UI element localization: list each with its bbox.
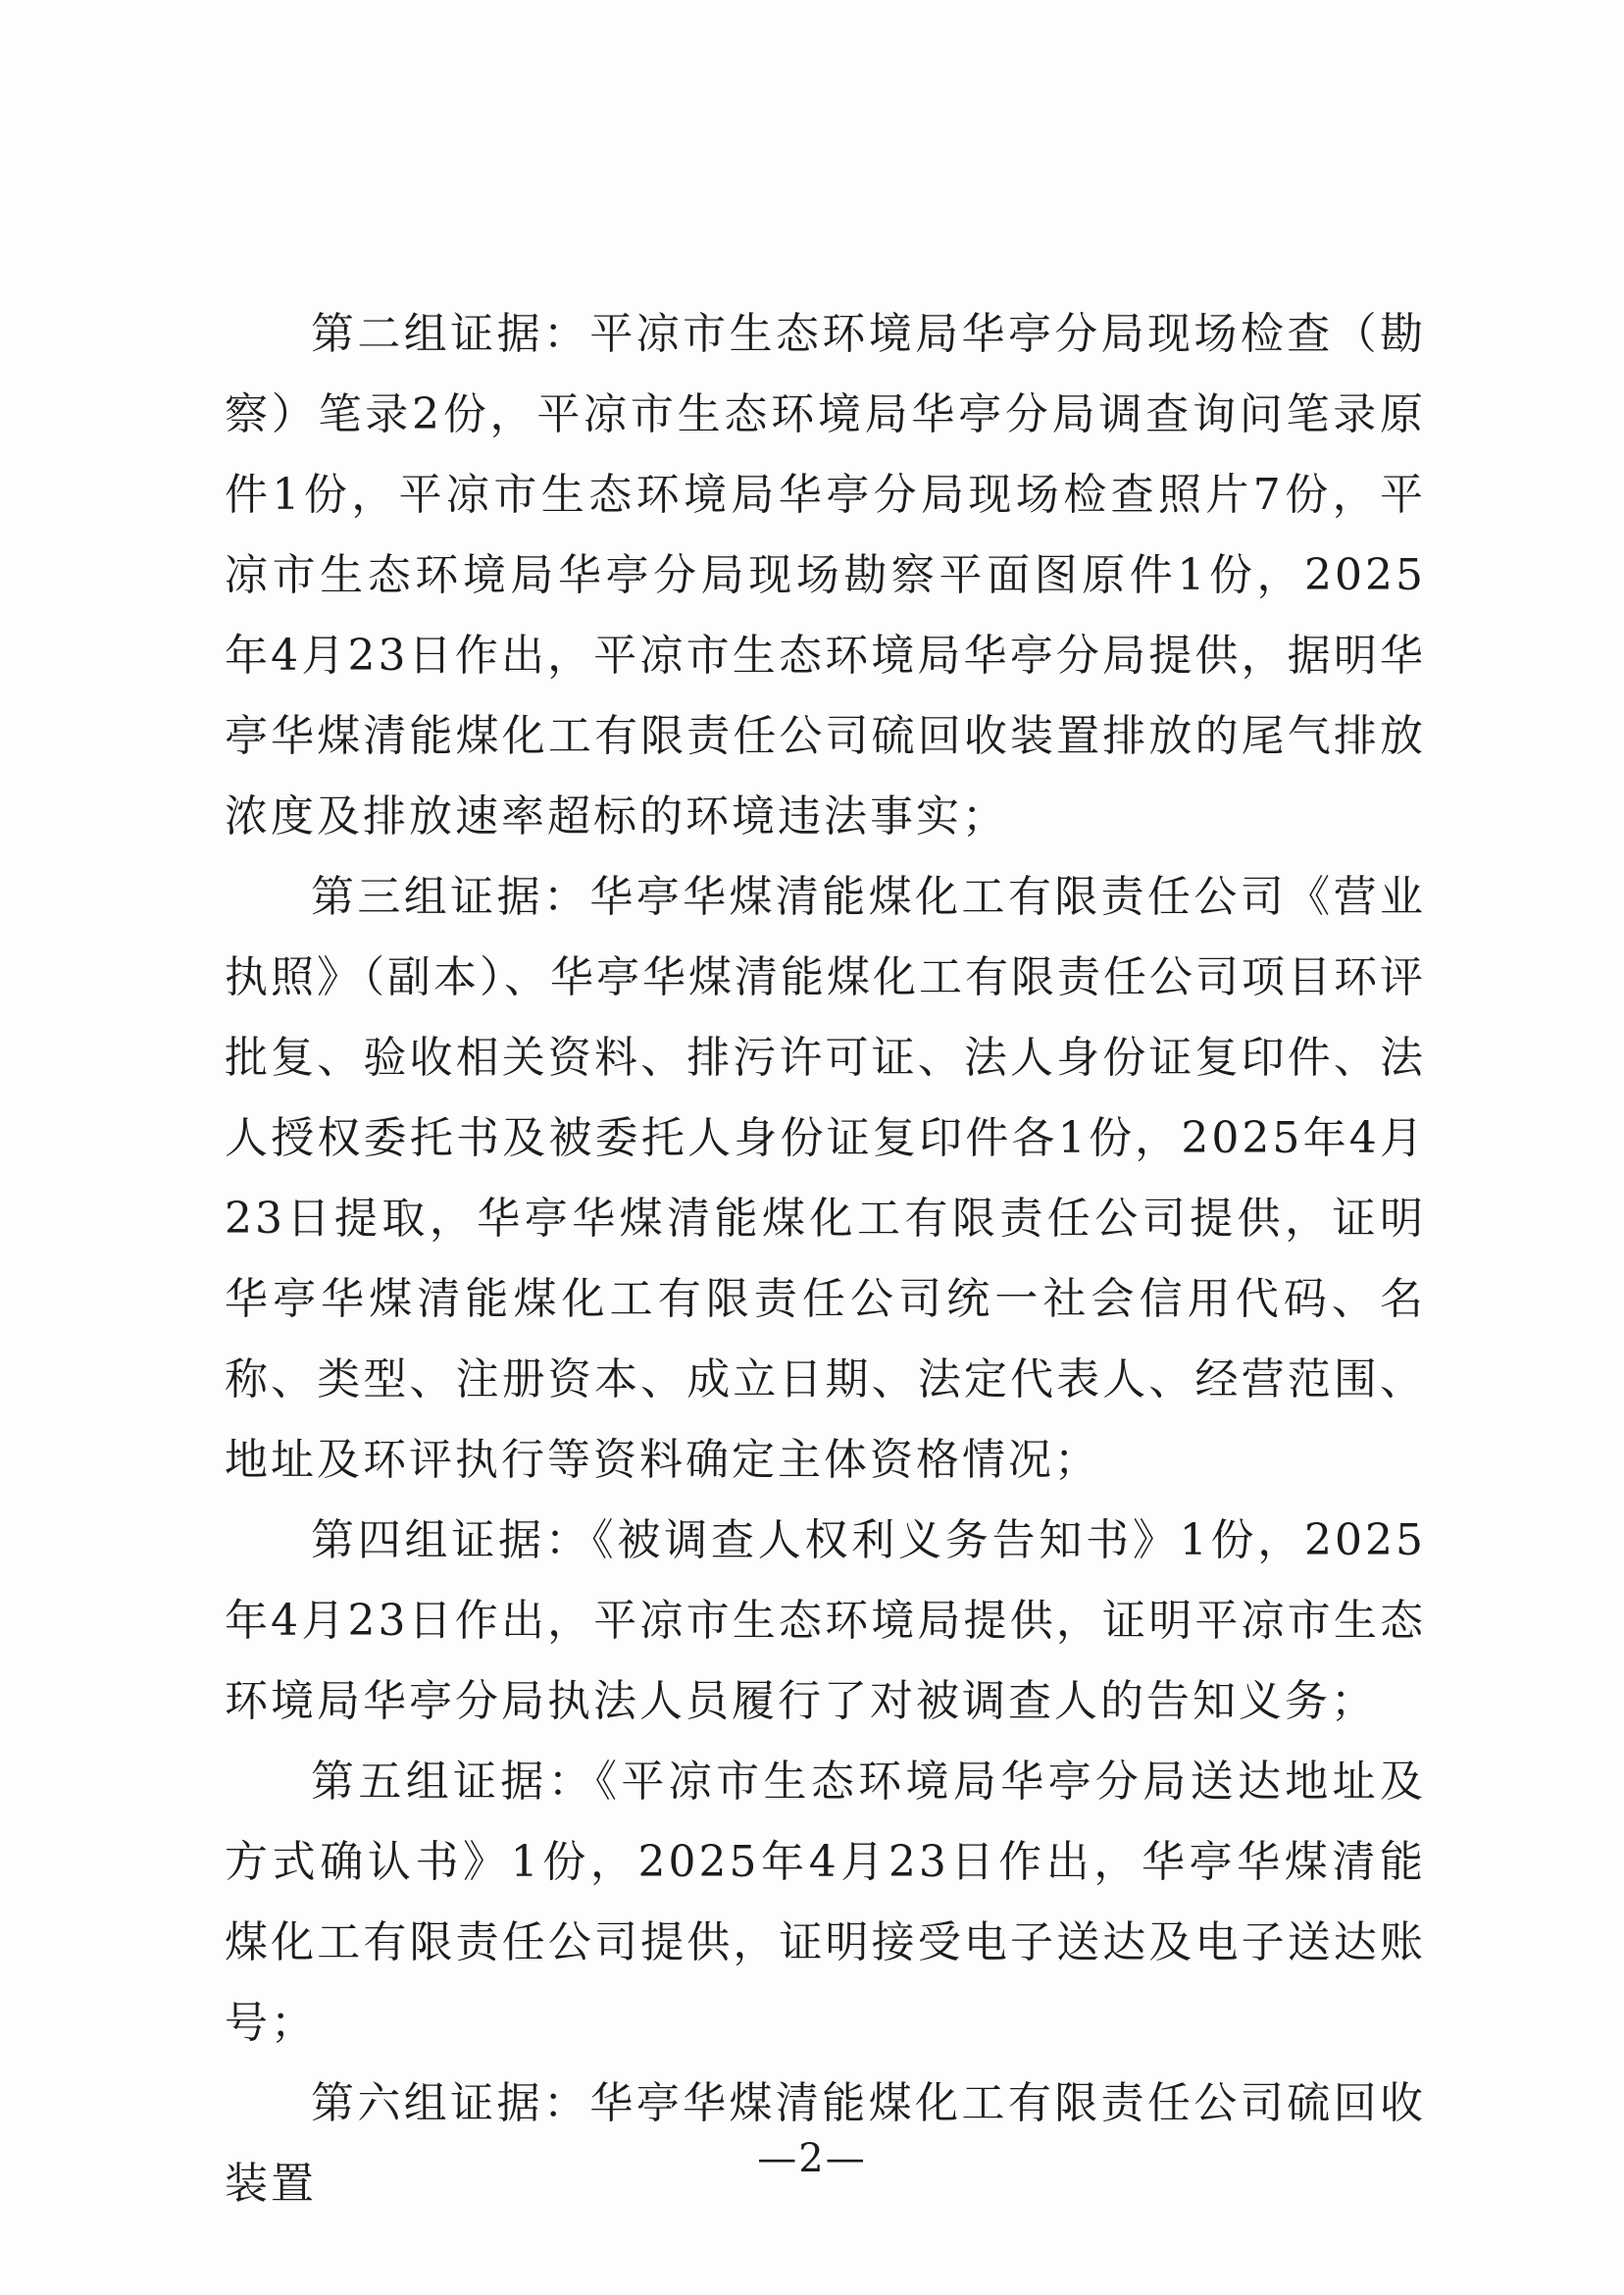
evidence-paragraph-2: 第二组证据：平凉市生态环境局华亭分局现场检查（勘察）笔录2份，平凉市生态环境局华亭分局调查询问笔录原件1份，平凉市生态环境局华亭分局现场检查照片7份，平凉市生态环境局华亭分局现场勘察平面图原件1份，2025年4月23日作出，平凉市生态环境局华亭分局提供，据明华亭华煤清能煤化工有限责任公司硫回收装置排放的尾气排放浓度及排放速率超标的环境违法事实；	[225, 309, 1426, 842]
evidence-paragraph-3: 第三组证据：华亭华煤清能煤化工有限责任公司《营业执照》（副本）、华亭华煤清能煤化工有限责任公司项目环评批复、验收相关资料、排污许可证、法人身份证复印件、法人授权委托书及被委托人身份证复印件各1份，2025年4月23日提取，华亭华煤清能煤化工有限责任公司提供，证明华亭华煤清能煤化工有限责任公司统一社会信用代码、名称、类型、注册资本、成立日期、法定代表人、经营范围、地址及环评执行等资料确定主体资格情况；	[225, 872, 1426, 1485]
document-body	[225, 294, 1426, 2224]
evidence-paragraph-5: 第五组证据：《平凉市生态环境局华亭分局送达地址及方式确认书》1份，2025年4月23日作出，华亭华煤清能煤化工有限责任公司提供，证明接受电子送达及电子送达账号；	[225, 1757, 1426, 2048]
evidence-paragraph-6: 第六组证据：华亭华煤清能煤化工有限责任公司硫回收装置	[225, 2078, 1426, 2209]
page-number: —2—	[757, 2136, 867, 2181]
evidence-paragraph-4: 第四组证据：《被调查人权利义务告知书》1份，2025年4月23日作出，平凉市生态环境局提供，证明平凉市生态环境局华亭分局执法人员履行了对被调查人的告知义务；	[225, 1515, 1426, 1726]
